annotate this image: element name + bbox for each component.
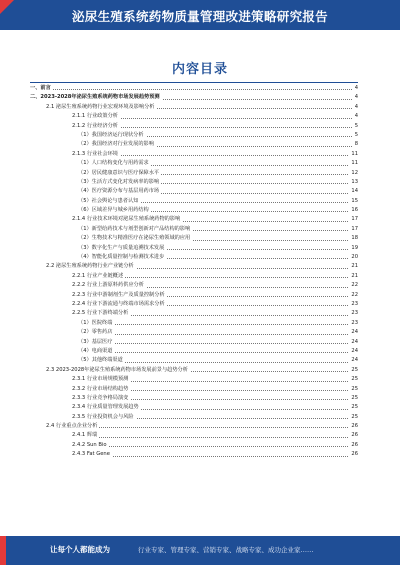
toc-entry-page: 23 — [349, 309, 358, 318]
toc-leader-dots — [78, 352, 354, 353]
toc-entry-page: 21 — [349, 262, 358, 271]
toc-entry[interactable] — [30, 178, 358, 187]
toc-entry-title: （2）生物技术与精准医疗在泌尿生殖领域的应用 — [78, 234, 192, 243]
toc-entry[interactable] — [30, 366, 358, 375]
toc-entry-page: 25 — [349, 366, 358, 375]
toc-entry-page: 4 — [353, 93, 358, 102]
toc-entry[interactable] — [30, 187, 358, 196]
toc-entry[interactable] — [30, 131, 358, 140]
toc-entry-title: （2）居民健康意识与医疗保障水平 — [78, 169, 161, 178]
footer-accent-bar — [0, 536, 6, 565]
toc-entry-title: 2.2 泌尿生殖系统药物行业产业链分析 — [46, 262, 136, 271]
toc-entry[interactable] — [30, 347, 358, 356]
toc-entry-page: 4 — [353, 84, 358, 93]
toc-entry-page: 16 — [349, 206, 358, 215]
toc-entry-title: 2.2.4 行业下游流通与终端市场需求分析 — [72, 300, 167, 309]
report-title: 泌尿生殖系统药物质量管理改进策略研究报告 — [71, 9, 328, 24]
toc-entry-title: 2.1.1 行业政策分析 — [72, 112, 120, 121]
toc-entry[interactable] — [30, 159, 358, 168]
toc-entry-title: （1）医院终端 — [78, 319, 114, 328]
toc-entry-title: 2.1.3 行业社会环境 — [72, 150, 120, 159]
toc-entry-page: 22 — [349, 291, 358, 300]
toc-entry[interactable] — [30, 150, 358, 159]
toc-entry-title: 2.3.5 行业投资机会与风险 — [72, 413, 136, 422]
toc-entry[interactable] — [30, 431, 358, 440]
toc-entry[interactable] — [30, 441, 358, 450]
toc-entry[interactable] — [30, 328, 358, 337]
toc-entry-page: 12 — [349, 169, 358, 178]
toc-entry[interactable] — [30, 225, 358, 234]
toc-entry-title: 2.1 泌尿生殖系统药物行业宏观环境及影响分析 — [46, 103, 156, 112]
toc-entry-page: 25 — [349, 394, 358, 403]
toc-entry-page: 21 — [349, 272, 358, 281]
toc-entry[interactable] — [30, 319, 358, 328]
toc-entry[interactable] — [30, 122, 358, 131]
toc-entry-page: 26 — [349, 450, 358, 459]
toc-entry-title: 二、2023-2028年泌尿生殖系统药物市场发展趋势预测 — [30, 93, 162, 102]
toc-entry[interactable] — [30, 394, 358, 403]
toc-entry-title: 2.2.3 行业中游制剂生产及质量控制分析 — [72, 291, 167, 300]
toc-entry[interactable] — [30, 272, 358, 281]
toc-entry-title: （2）我国经济对行业发展的影响 — [78, 140, 156, 149]
toc-entry-page: 19 — [349, 244, 358, 253]
toc-entry[interactable] — [30, 356, 358, 365]
toc-entry-title: 2.1.2 行业经济分析 — [72, 122, 120, 131]
toc-entry-page: 25 — [349, 413, 358, 422]
toc-entry-page: 25 — [349, 385, 358, 394]
toc-entry-title: 2.1.4 行业技术环境对泌尿生殖系统药物的影响 — [72, 215, 182, 224]
toc-entry[interactable] — [30, 309, 358, 318]
toc-entry-title: 2.2.5 行业下游终端分析 — [72, 309, 130, 318]
toc-leader-dots — [72, 446, 354, 447]
toc-entry[interactable] — [30, 262, 358, 271]
toc-leader-dots — [78, 343, 354, 344]
toc-entry-title: 2.4.1 辉瑞 — [72, 431, 99, 440]
toc-leader-dots — [72, 456, 354, 457]
toc-entry[interactable] — [30, 140, 358, 149]
toc-entry[interactable] — [30, 422, 358, 431]
toc-entry[interactable] — [30, 84, 358, 93]
toc-entry-title: 2.4.2 Sun Bio — [72, 441, 109, 450]
toc-entry-page: 24 — [349, 338, 358, 347]
toc-entry-page: 26 — [349, 431, 358, 440]
toc-entry-page: 11 — [349, 150, 358, 159]
toc-leader-dots — [78, 324, 354, 325]
toc-entry-page: 17 — [349, 225, 358, 234]
toc-entry-page: 13 — [349, 178, 358, 187]
toc-entry-page: 26 — [349, 441, 358, 450]
toc-entry-page: 24 — [349, 356, 358, 365]
toc-entry-page: 11 — [349, 159, 358, 168]
toc-entry-title: 2.3 2023-2028年泌尿生殖系统药物市场发展前景与趋势分析 — [46, 366, 190, 375]
toc-entry-page: 23 — [349, 319, 358, 328]
toc-entry[interactable] — [30, 197, 358, 206]
toc-entry-title: （4）智能化质量控制与检测技术进步 — [78, 253, 166, 262]
toc-entry-title: 2.3.2 行业市场结构趋势 — [72, 385, 130, 394]
toc-entry-page: 25 — [349, 403, 358, 412]
toc-entry-title: 2.2.1 行业产业链概述 — [72, 272, 125, 281]
toc-entry[interactable] — [30, 215, 358, 224]
toc-entry-page: 14 — [349, 187, 358, 196]
toc-leader-dots — [30, 89, 354, 90]
toc-entry[interactable] — [30, 234, 358, 243]
toc-entry[interactable] — [30, 206, 358, 215]
toc-entry-page: 23 — [349, 300, 358, 309]
toc-entry-page: 25 — [349, 375, 358, 384]
footer-slogan: 让每个人都能成为 — [50, 545, 110, 554]
toc-entry-title: （3）生活方式变化对发病率的影响 — [78, 178, 161, 187]
toc-entry-title: （2）零售药店 — [78, 328, 114, 337]
toc-entry-title: 2.3.4 行业质量管理发展趋势 — [72, 403, 141, 412]
toc-entry[interactable] — [30, 375, 358, 384]
toc-entry-page: 5 — [353, 122, 358, 131]
toc-entry-page: 8 — [353, 140, 358, 149]
toc-entry-title: （6）区域差异与城乡用药结构 — [78, 206, 151, 215]
toc-entry-page: 17 — [349, 215, 358, 224]
toc-entry[interactable] — [30, 112, 358, 121]
toc-entry-title: （5）社会舆论与患者认知 — [78, 197, 140, 206]
toc-entry-title: 2.3.1 行业市场规模预测 — [72, 375, 130, 384]
toc-entry-title: 2.4.3 Fat Gene — [72, 450, 112, 459]
toc-entry-title: （3）数字化生产与质量追溯技术发展 — [78, 244, 166, 253]
toc-entry-title: （3）基层医疗 — [78, 338, 114, 347]
toc-entry-title: （5）其他终端渠道 — [78, 356, 125, 365]
toc-entry-title: 一、前言 — [30, 84, 53, 93]
toc-top-rule — [30, 82, 358, 83]
toc-entry-page: 24 — [349, 328, 358, 337]
toc-entry[interactable] — [30, 103, 358, 112]
toc-entry-title: （1）新型给药技术与剂型创新对产品结构的影响 — [78, 225, 192, 234]
toc-entry-title: （1）人口结构变化与用药需求 — [78, 159, 151, 168]
toc-entry[interactable] — [30, 403, 358, 412]
toc-entry-page: 22 — [349, 281, 358, 290]
toc-entry-page: 26 — [349, 422, 358, 431]
toc-entry[interactable] — [30, 244, 358, 253]
footer-tagline: 行业专家、管理专家、营销专家、战略专家、成功企业家…… — [138, 546, 314, 554]
toc-heading: 内容目录 — [171, 62, 228, 77]
report-header — [0, 0, 400, 30]
toc-leader-dots — [78, 334, 354, 335]
toc-entry[interactable] — [30, 281, 358, 290]
toc-entry-page: 5 — [353, 131, 358, 140]
toc-entry-page: 4 — [353, 112, 358, 121]
toc-entry-title: （4）电商渠道 — [78, 347, 114, 356]
toc-entry-title: 2.3.3 行业竞争格局演变 — [72, 394, 130, 403]
toc-entry-page: 4 — [353, 103, 358, 112]
toc-entry-title: 2.2.2 行业上游原料药供应分析 — [72, 281, 146, 290]
toc-entry[interactable] — [30, 450, 358, 459]
toc-entry-page: 15 — [349, 197, 358, 206]
toc-entry[interactable] — [30, 413, 358, 422]
page-footer — [0, 536, 400, 565]
toc-entry-title: （4）医疗资源分布与基层用药市场 — [78, 187, 161, 196]
toc-entry-title: （1）我国经济运行现状分析 — [78, 131, 146, 140]
table-of-contents — [30, 84, 358, 460]
toc-entry[interactable] — [30, 93, 358, 102]
toc-entry[interactable] — [30, 253, 358, 262]
toc-entry-page: 18 — [349, 234, 358, 243]
toc-leader-dots — [72, 437, 354, 438]
toc-entry-title: 2.4 行业重点企业分析 — [46, 422, 99, 431]
toc-entry[interactable] — [30, 300, 358, 309]
toc-entry[interactable] — [30, 338, 358, 347]
toc-entry-page: 20 — [349, 253, 358, 262]
toc-entry[interactable] — [30, 385, 358, 394]
toc-entry-page: 24 — [349, 347, 358, 356]
toc-entry[interactable] — [30, 169, 358, 178]
toc-entry[interactable] — [30, 291, 358, 300]
